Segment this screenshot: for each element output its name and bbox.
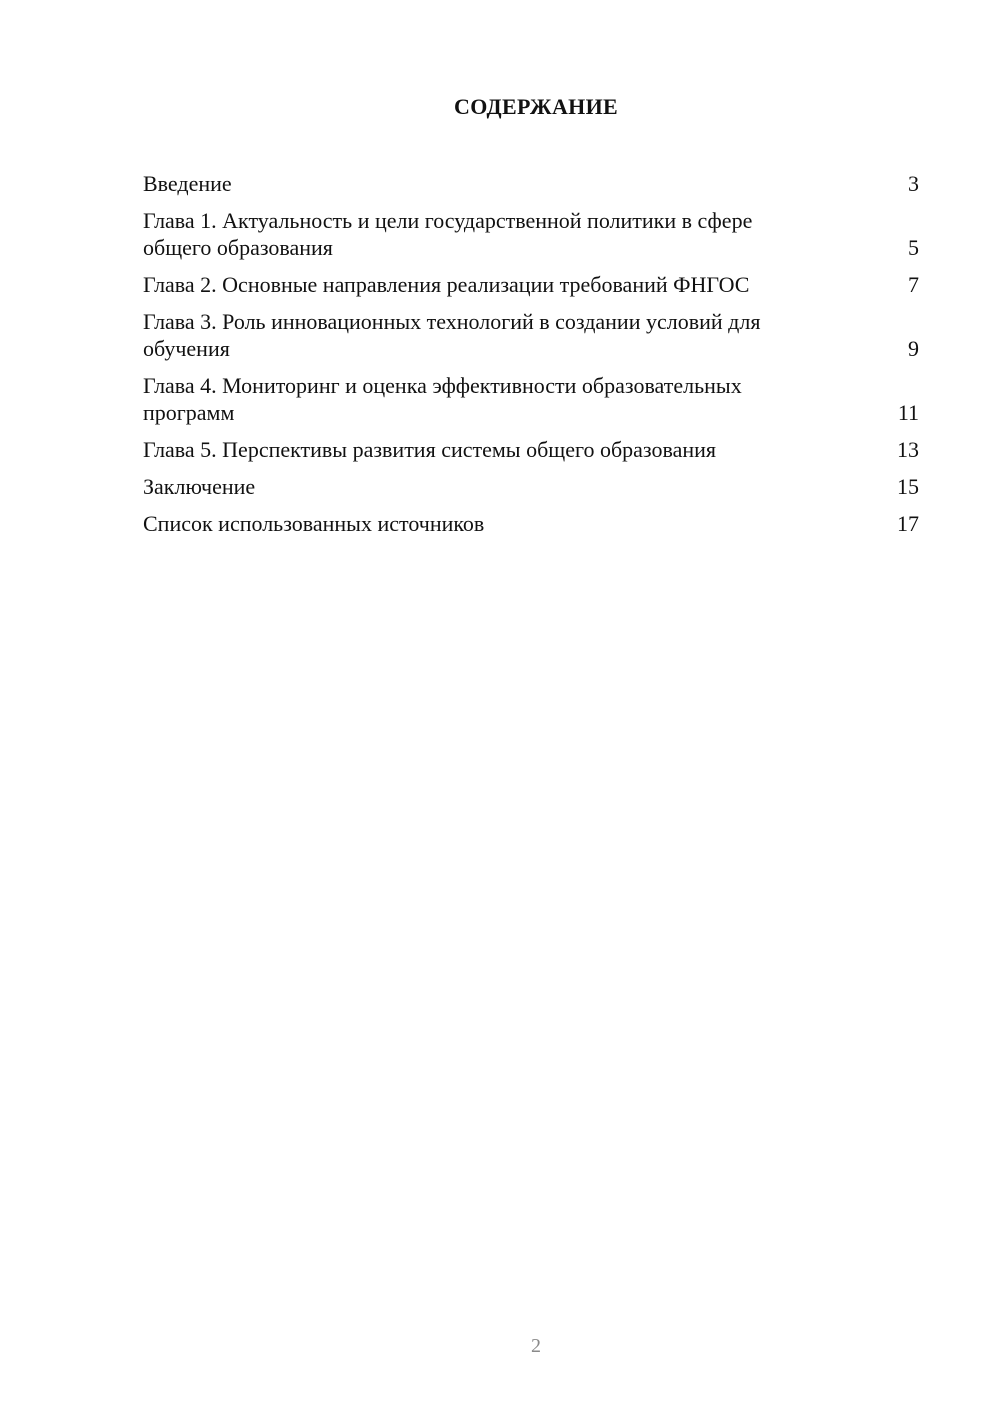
toc-entry-page: 3: [908, 171, 919, 196]
toc-entry-conclusion: [143, 473, 919, 500]
toc-entry-chapter-1: [143, 207, 919, 261]
page-number: 2: [531, 1335, 541, 1357]
toc-entry-label: Заключение: [143, 474, 256, 499]
toc-entry-references: [143, 510, 919, 537]
toc-entry-label: Глава 2. Основные направления реализации требований ФНГОС: [143, 272, 750, 297]
toc-entry-label: Список использованных источников: [143, 511, 485, 536]
toc-entry-page: 11: [897, 400, 919, 425]
page-title: СОДЕРЖАНИЕ: [454, 94, 618, 119]
toc-entry-label: Глава 1. Актуальность и цели государственной политики в сфере общего образования: [143, 208, 753, 260]
toc-entry-page: 13: [897, 437, 919, 462]
toc-entry-introduction: [143, 170, 919, 197]
toc-entry-chapter-3: [143, 308, 919, 362]
toc-entry-page: 15: [897, 474, 919, 499]
toc-entry-chapter-5: [143, 436, 919, 463]
table-of-contents: [143, 170, 919, 547]
toc-entry-page: 5: [908, 235, 919, 260]
toc-entry-chapter-2: [143, 271, 919, 298]
toc-entry-page: 7: [908, 272, 919, 297]
toc-entry-chapter-4: [143, 372, 919, 426]
toc-entry-label: Глава 5. Перспективы развития системы общего образования: [143, 437, 717, 462]
toc-entry-label: Введение: [143, 171, 232, 196]
toc-entry-label: Глава 4. Мониторинг и оценка эффективности образовательных программ: [143, 373, 742, 425]
toc-entry-page: 17: [897, 511, 919, 536]
toc-entry-page: 9: [908, 336, 919, 361]
toc-entry-label: Глава 3. Роль инновационных технологий в создании условий для обучения: [143, 309, 761, 361]
